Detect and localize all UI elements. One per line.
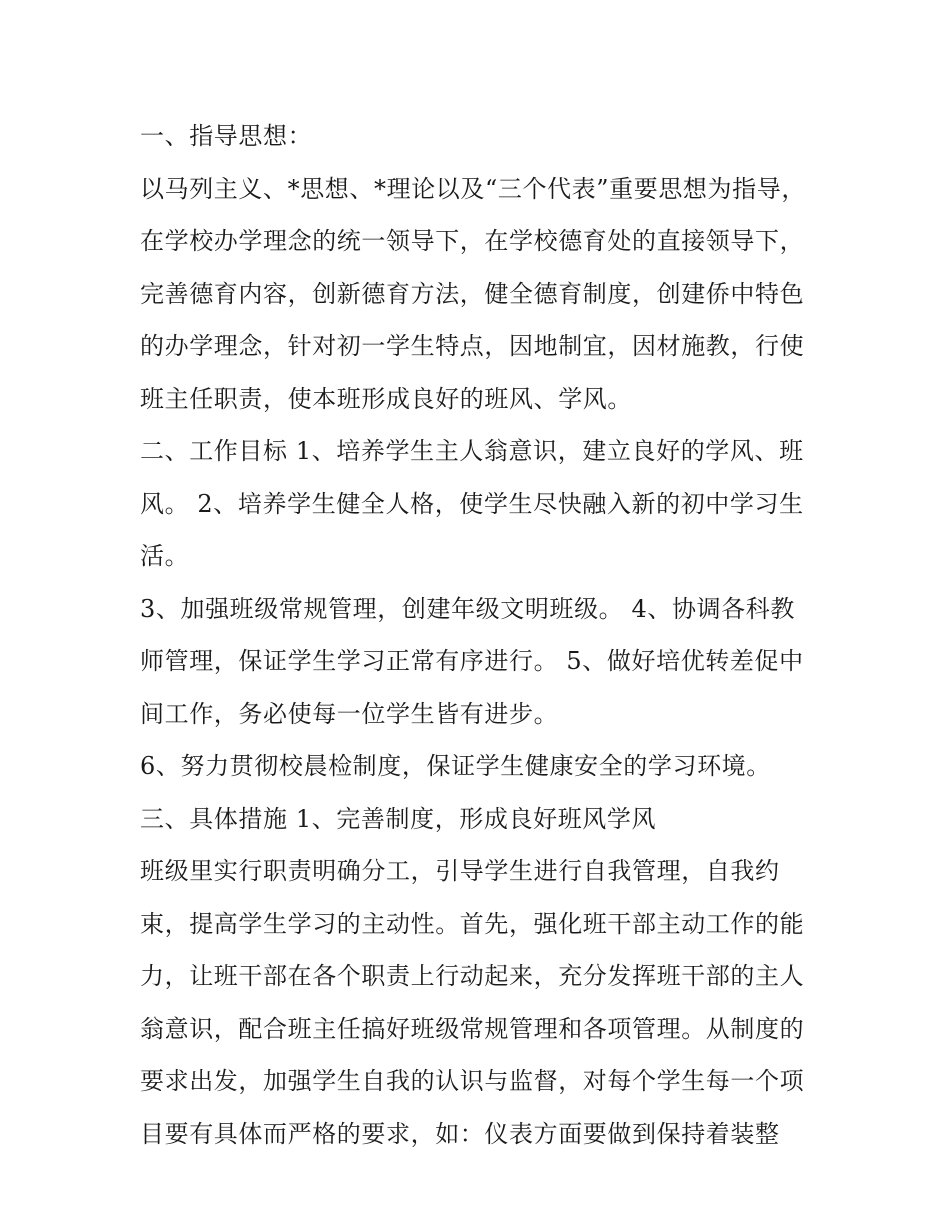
paragraph-line: 要求出发，加强学生自我的认识与监督，对每个学生每一个项 — [140, 1067, 805, 1095]
paragraph-line: 在学校办学理念的统一领导下，在学校德育处的直接领导下， — [140, 227, 805, 255]
heading-work-goals: 二、工作目标 1、培养学生主人翁意识，建立良好的学风、班 — [140, 437, 804, 465]
paragraph-line: 目要有具体而严格的要求，如：仪表方面要做到保持着装整 — [140, 1119, 780, 1148]
heading-guiding-ideology: 一、指导思想： — [140, 122, 313, 150]
paragraph-line: 班主任职责，使本班形成良好的班风、学风。 — [140, 384, 632, 413]
paragraph-line: 6、努力贯彻校晨检制度，保证学生健康安全的学习环境。 — [140, 752, 771, 780]
paragraph-line: 班级里实行职责明确分工，引导学生进行自我管理，自我约 — [140, 857, 780, 885]
heading-specific-measures: 三、具体措施 1、完善制度，形成良好班风学风 — [140, 804, 657, 833]
paragraph-line: 束，提高学生学习的主动性。首先，强化班干部主动工作的能 — [140, 909, 805, 938]
paragraph-line: 风。 2、培养学生健全人格，使学生尽快融入新的初中学习生 — [140, 489, 804, 518]
document-body — [140, 110, 830, 1160]
paragraph-line: 翁意识，配合班主任搞好班级常规管理和各项管理。从制度的 — [140, 1014, 805, 1043]
paragraph-line: 3、加强班级常规管理，创建年级文明班级。 4、协调各科教 — [140, 594, 795, 623]
paragraph-line: 间工作，务必使每一位学生皆有进步。 — [140, 699, 559, 728]
paragraph-line: 的办学理念，针对初一学生特点，因地制宜，因材施教，行使 — [140, 332, 805, 360]
paragraph-line: 完善德育内容，创新德育方法，健全德育制度，创建侨中特色 — [140, 279, 805, 308]
paragraph-line: 活。 — [140, 542, 190, 570]
paragraph-line: 力，让班干部在各个职责上行动起来，充分发挥班干部的主人 — [140, 962, 805, 990]
paragraph-line: 师管理，保证学生学习正常有序进行。 5、做好培优转差促中 — [140, 647, 804, 675]
paragraph-line: 以马列主义、*思想、*理论以及“三个代表”重要思想为指导， — [140, 174, 806, 203]
